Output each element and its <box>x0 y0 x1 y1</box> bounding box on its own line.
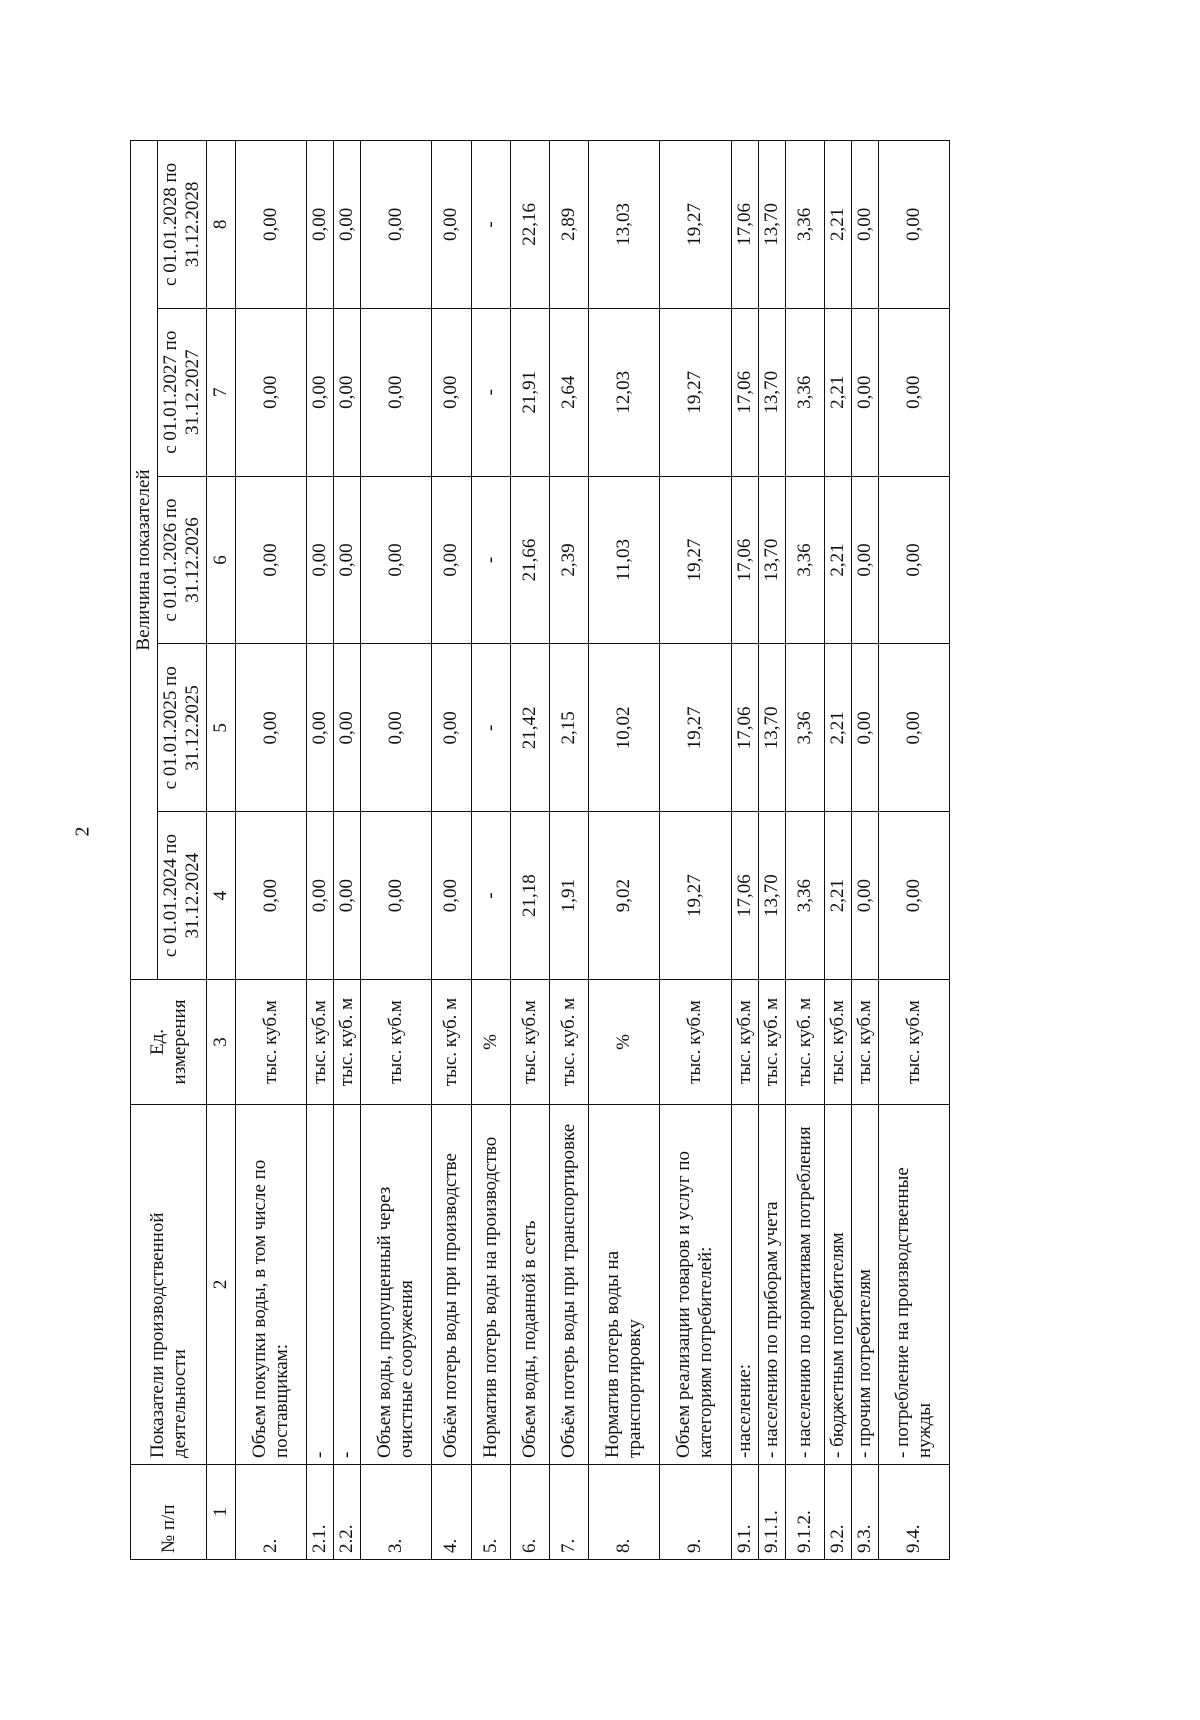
row-value: 0,00 <box>361 308 432 476</box>
row-indicator: - <box>334 1105 361 1465</box>
col-number: 5 <box>207 644 236 812</box>
row-value: 0,00 <box>851 308 878 476</box>
row-value: 0,00 <box>307 476 334 644</box>
row-indicator: Объем воды, пропущенный через очистные сооружения <box>361 1105 432 1465</box>
row-value: 0,00 <box>878 308 949 476</box>
row-value: - <box>471 812 510 980</box>
table-row <box>361 141 432 1560</box>
row-unit: % <box>471 980 510 1105</box>
row-unit: тыс. куб. м <box>758 980 785 1105</box>
row-value: 0,00 <box>851 644 878 812</box>
row-value: 2,21 <box>824 141 851 309</box>
row-value: 0,00 <box>878 812 949 980</box>
col-number: 6 <box>207 476 236 644</box>
col-number: 3 <box>207 980 236 1105</box>
table-row <box>878 141 949 1560</box>
row-value: 0,00 <box>878 476 949 644</box>
row-value: 13,70 <box>758 308 785 476</box>
row-value: 0,00 <box>851 141 878 309</box>
row-value: 21,66 <box>510 476 549 644</box>
row-value: 2,39 <box>550 476 589 644</box>
row-value: 2,21 <box>824 308 851 476</box>
row-indicator: Объем реализации товаров и услуг по категориям потребителей: <box>660 1105 731 1465</box>
row-unit: тыс. куб.м <box>361 980 432 1105</box>
table-row <box>731 141 758 1560</box>
row-value: 19,27 <box>660 141 731 309</box>
row-value: 17,06 <box>731 308 758 476</box>
row-unit: тыс. куб.м <box>851 980 878 1105</box>
row-number: 9.1.2. <box>785 1465 824 1560</box>
table-row <box>785 141 824 1560</box>
row-indicator: - населению по приборам учета <box>758 1105 785 1465</box>
row-number: 2.1. <box>307 1465 334 1560</box>
row-value: 0,00 <box>432 644 471 812</box>
row-value: 0,00 <box>878 141 949 309</box>
row-value: 0,00 <box>334 308 361 476</box>
table-body <box>236 141 950 1560</box>
row-value: 0,00 <box>307 308 334 476</box>
row-value: 19,27 <box>660 308 731 476</box>
row-indicator: - потребление на производственные нужды <box>878 1105 949 1465</box>
row-value: 21,42 <box>510 644 549 812</box>
row-value: 0,00 <box>307 141 334 309</box>
row-value: 11,03 <box>589 476 660 644</box>
row-value: 0,00 <box>307 644 334 812</box>
table-row <box>550 141 589 1560</box>
table-row <box>758 141 785 1560</box>
row-value: 0,00 <box>236 308 307 476</box>
row-value: 17,06 <box>731 141 758 309</box>
row-value: 0,00 <box>334 812 361 980</box>
row-number: 9.1. <box>731 1465 758 1560</box>
row-value: 3,36 <box>785 644 824 812</box>
indicators-table <box>130 140 950 1560</box>
row-value: 0,00 <box>361 644 432 812</box>
row-value: 0,00 <box>851 812 878 980</box>
rotated-table-wrapper <box>130 140 950 1560</box>
col-number: 4 <box>207 812 236 980</box>
table-row <box>589 141 660 1560</box>
row-value: 0,00 <box>432 812 471 980</box>
row-unit: тыс. куб. м <box>432 980 471 1105</box>
row-number: 2. <box>236 1465 307 1560</box>
row-value: 17,06 <box>731 644 758 812</box>
row-unit: тыс. куб.м <box>731 980 758 1105</box>
row-unit: тыс. куб. м <box>785 980 824 1105</box>
row-value: 2,21 <box>824 644 851 812</box>
row-indicator: Норматив потерь воды на транспортировку <box>589 1105 660 1465</box>
row-value: 3,36 <box>785 476 824 644</box>
row-value: 10,02 <box>589 644 660 812</box>
row-value: 0,00 <box>236 644 307 812</box>
row-indicator: - прочим потребителям <box>851 1105 878 1465</box>
row-value: 19,27 <box>660 644 731 812</box>
row-value: 0,00 <box>361 812 432 980</box>
row-value: 0,00 <box>334 644 361 812</box>
col-number: 8 <box>207 141 236 309</box>
header-row-1 <box>131 141 158 1560</box>
table-row <box>334 141 361 1560</box>
row-number: 9. <box>660 1465 731 1560</box>
col-number: 7 <box>207 308 236 476</box>
row-value: 0,00 <box>432 308 471 476</box>
row-value: 13,70 <box>758 141 785 309</box>
col-number: 1 <box>207 1465 236 1560</box>
table-container <box>130 140 950 1560</box>
row-indicator: - населению по нормативам потребления <box>785 1105 824 1465</box>
row-indicator: Объем воды, поданной в сеть <box>510 1105 549 1465</box>
header-period: с 01.01.2027 по 31.12.2027 <box>158 308 207 476</box>
header-period: с 01.01.2024 по 31.12.2024 <box>158 812 207 980</box>
row-number: 9.1.1. <box>758 1465 785 1560</box>
row-indicator: - бюджетным потребителям <box>824 1105 851 1465</box>
row-value: 21,91 <box>510 308 549 476</box>
row-value: 1,91 <box>550 812 589 980</box>
table-row <box>432 141 471 1560</box>
row-value: 0,00 <box>236 141 307 309</box>
row-indicator: Объём потерь воды при производстве <box>432 1105 471 1465</box>
row-unit: тыс. куб. м <box>550 980 589 1105</box>
table-row <box>307 141 334 1560</box>
row-number: 2.2. <box>334 1465 361 1560</box>
row-value: 0,00 <box>236 812 307 980</box>
row-value: 0,00 <box>878 644 949 812</box>
row-unit: тыс. куб.м <box>510 980 549 1105</box>
row-number: 9.3. <box>851 1465 878 1560</box>
col-number: 2 <box>207 1105 236 1465</box>
table-row <box>510 141 549 1560</box>
row-value: 0,00 <box>307 812 334 980</box>
row-value: - <box>471 476 510 644</box>
row-value: 0,00 <box>361 476 432 644</box>
header-num: № п/п <box>131 1465 207 1560</box>
row-unit: тыс. куб.м <box>878 980 949 1105</box>
row-unit: % <box>589 980 660 1105</box>
row-indicator: Норматив потерь воды на производство <box>471 1105 510 1465</box>
row-value: 0,00 <box>432 476 471 644</box>
row-unit: тыс. куб. м <box>334 980 361 1105</box>
row-value: 13,70 <box>758 476 785 644</box>
row-value: 0,00 <box>851 476 878 644</box>
row-value: 2,21 <box>824 476 851 644</box>
row-indicator: Объем покупки воды, в том числе по поставщикам: <box>236 1105 307 1465</box>
row-unit: тыс. куб.м <box>236 980 307 1105</box>
row-number: 4. <box>432 1465 471 1560</box>
page-number: 2 <box>71 826 94 837</box>
row-indicator: - <box>307 1105 334 1465</box>
row-value: 0,00 <box>361 141 432 309</box>
row-indicator: Объём потерь воды при транспортировке <box>550 1105 589 1465</box>
row-indicator: -население: <box>731 1105 758 1465</box>
row-value: 12,03 <box>589 308 660 476</box>
row-value: 2,15 <box>550 644 589 812</box>
row-value: 3,36 <box>785 141 824 309</box>
header-group: Величина показателей <box>131 141 158 980</box>
row-unit: тыс. куб.м <box>307 980 334 1105</box>
row-value: 13,70 <box>758 644 785 812</box>
row-value: 2,64 <box>550 308 589 476</box>
row-number: 3. <box>361 1465 432 1560</box>
row-number: 8. <box>589 1465 660 1560</box>
row-value: 0,00 <box>432 141 471 309</box>
column-number-row <box>207 141 236 1560</box>
row-value: 3,36 <box>785 308 824 476</box>
row-number: 9.4. <box>878 1465 949 1560</box>
row-number: 6. <box>510 1465 549 1560</box>
row-value: 13,03 <box>589 141 660 309</box>
row-number: 5. <box>471 1465 510 1560</box>
header-indicator: Показатели производственной деятельности <box>131 1105 207 1465</box>
row-value: - <box>471 644 510 812</box>
row-value: 9,02 <box>589 812 660 980</box>
row-value: 19,27 <box>660 812 731 980</box>
row-value: 0,00 <box>334 476 361 644</box>
row-value: 3,36 <box>785 812 824 980</box>
row-number: 9.2. <box>824 1465 851 1560</box>
row-value: 17,06 <box>731 476 758 644</box>
row-number: 7. <box>550 1465 589 1560</box>
row-value: 0,00 <box>236 476 307 644</box>
row-unit: тыс. куб.м <box>824 980 851 1105</box>
row-value: 19,27 <box>660 476 731 644</box>
table-row <box>851 141 878 1560</box>
header-period: с 01.01.2025 по 31.12.2025 <box>158 644 207 812</box>
header-period: с 01.01.2026 по 31.12.2026 <box>158 476 207 644</box>
row-value: 0,00 <box>334 141 361 309</box>
row-value: 2,89 <box>550 141 589 309</box>
row-value: - <box>471 308 510 476</box>
row-value: 21,18 <box>510 812 549 980</box>
table-row <box>660 141 731 1560</box>
table-row <box>824 141 851 1560</box>
row-value: 13,70 <box>758 812 785 980</box>
header-unit: Ед. измерения <box>131 980 207 1105</box>
row-value: 2,21 <box>824 812 851 980</box>
table-row <box>471 141 510 1560</box>
header-period: с 01.01.2028 по 31.12.2028 <box>158 141 207 309</box>
row-value: 17,06 <box>731 812 758 980</box>
row-unit: тыс. куб.м <box>660 980 731 1105</box>
table-row <box>236 141 307 1560</box>
row-value: 22,16 <box>510 141 549 309</box>
row-value: - <box>471 141 510 309</box>
